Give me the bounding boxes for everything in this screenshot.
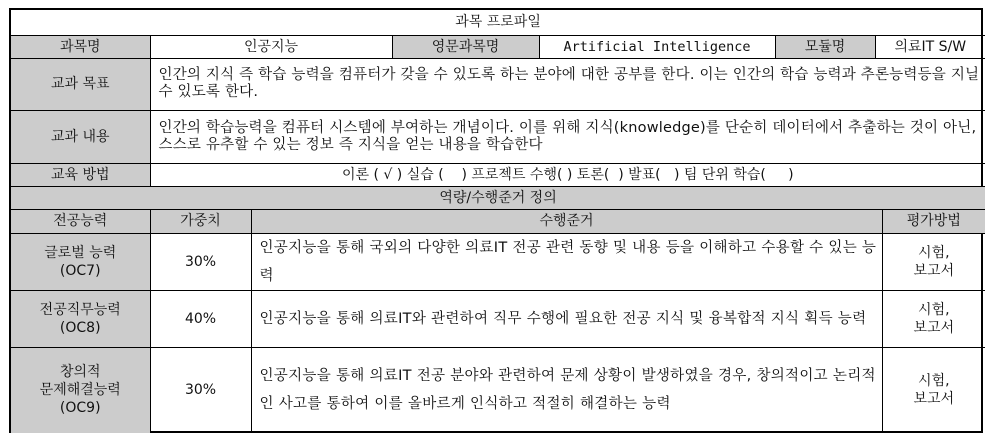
evaluation-line: 시험, xyxy=(918,373,950,390)
weight-value: 30% xyxy=(150,347,251,433)
competency-code: (OC7) xyxy=(59,262,101,279)
header-weight: 가중치 xyxy=(150,209,251,233)
competency-name xyxy=(11,233,150,290)
evaluation-method xyxy=(882,233,985,290)
evaluation-line: 보고서 xyxy=(913,391,955,408)
header-evaluation: 평가방법 xyxy=(882,209,985,233)
competency-name xyxy=(11,290,150,347)
criteria-text: 인공지능을 통해 국외의 다양한 의료IT 전공 관련 동향 및 내용 등을 이해하고 수용할 수 있는 능력 xyxy=(251,233,882,290)
weight-value: 40% xyxy=(150,290,251,347)
criteria-text: 인공지능을 통해 의료IT 전공 분야와 관련하여 문제 상황이 발생하였을 경우, 창의적이고 논리적인 사고를 통하여 이를 올바르게 인식하고 적절히 해결하는 능력 xyxy=(251,347,882,433)
table-row xyxy=(11,233,985,290)
course-name-label: 과목명 xyxy=(11,35,150,58)
competency-name-line: 창의적 xyxy=(59,364,101,381)
evaluation-line: 보고서 xyxy=(913,262,955,279)
weight-value: 30% xyxy=(150,233,251,290)
method-text: 이론 ( √ ) 실습 ( ) 프로젝트 수행( ) 토론( ) 발표( ) 팀 단위 학습( ) xyxy=(150,163,985,186)
competency-section-title: 역량/수행준거 정의 xyxy=(11,186,985,209)
evaluation-line: 보고서 xyxy=(913,319,955,336)
competency-name-line: 전공직무능력 xyxy=(39,301,121,318)
competency-code: (OC9) xyxy=(59,400,101,417)
content-text: 인간의 학습능력을 컴퓨터 시스템에 부여하는 개념이다. 이를 위해 지식(knowledge)를 단순히 데이터에서 추출하는 것이 아닌, 스스로 유추할 수 있는 정보 즉 지식을 얻는 내용을 학습한다 xyxy=(150,110,985,163)
header-criteria: 수행준거 xyxy=(251,209,882,233)
evaluation-line: 시험, xyxy=(918,301,950,318)
english-name-value: Artificial Intelligence xyxy=(539,35,775,58)
objective-text: 인간의 지식 즉 학습 능력을 컴퓨터가 갖을 수 있도록 하는 분야에 대한 공부를 한다. 이는 인간의 학습 능력과 추론능력등을 지닐 수 있도록 한다. xyxy=(150,58,985,110)
header-competency: 전공능력 xyxy=(11,209,150,233)
competency-name-line: 글로벌 능력 xyxy=(44,244,117,261)
objective-label: 교과 목표 xyxy=(11,58,150,110)
table-row xyxy=(11,290,985,347)
method-label: 교육 방법 xyxy=(11,163,150,186)
course-profile-table xyxy=(9,8,983,433)
module-value: 의료IT S/W xyxy=(875,35,985,58)
evaluation-method xyxy=(882,290,985,347)
competency-code: (OC8) xyxy=(59,319,101,336)
evaluation-line: 시험, xyxy=(918,244,950,261)
content-label: 교과 내용 xyxy=(11,110,150,163)
english-name-label: 영문과목명 xyxy=(392,35,539,58)
criteria-text: 인공지능을 통해 의료IT와 관련하여 직무 수행에 필요한 전공 지식 및 융복합적 지식 획득 능력 xyxy=(251,290,882,347)
module-label: 모듈명 xyxy=(775,35,875,58)
course-name-value: 인공지능 xyxy=(150,35,392,58)
page-title: 과목 프로파일 xyxy=(11,10,985,35)
competency-name-line: 문제해결능력 xyxy=(39,382,121,399)
evaluation-method xyxy=(882,347,985,433)
table-row xyxy=(11,347,985,433)
competency-name xyxy=(11,347,150,433)
